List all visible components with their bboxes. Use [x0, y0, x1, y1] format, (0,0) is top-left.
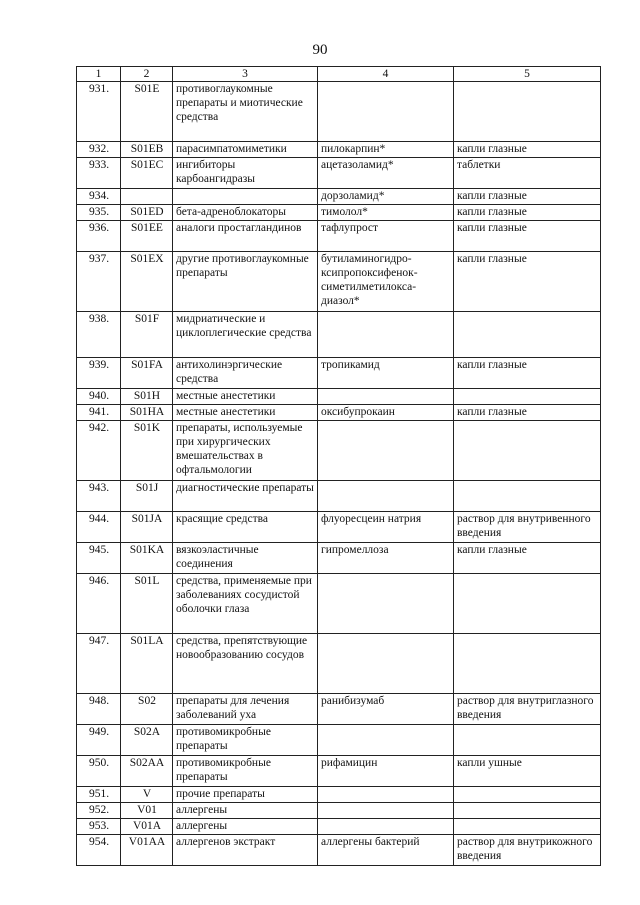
atc-code-cell: S01FA — [121, 358, 173, 389]
atc-code-cell: S01ED — [121, 205, 173, 221]
dosage-form-cell: капли глазные — [454, 142, 601, 158]
group-name-cell: противомикробные препараты — [173, 725, 318, 756]
dosage-form-cell: раствор для внутриглазного введения — [454, 694, 601, 725]
row-number-cell: 945. — [77, 543, 121, 574]
group-name-cell: другие противоглаукомные препараты — [173, 252, 318, 312]
drug-name-cell: тропикамид — [318, 358, 454, 389]
dosage-form-cell: таблетки — [454, 158, 601, 189]
drug-name-cell — [318, 389, 454, 405]
table-row — [77, 634, 601, 694]
dosage-form-cell: капли глазные — [454, 405, 601, 421]
drug-name-cell: ранибизумаб — [318, 694, 454, 725]
row-number-cell: 950. — [77, 756, 121, 787]
atc-code-cell: S02AA — [121, 756, 173, 787]
group-name-cell: аллергены — [173, 803, 318, 819]
atc-code-cell: V — [121, 787, 173, 803]
row-number-cell: 936. — [77, 221, 121, 252]
table-row — [77, 512, 601, 543]
atc-code-cell: S01EX — [121, 252, 173, 312]
dosage-form-cell — [454, 787, 601, 803]
drug-name-cell — [318, 787, 454, 803]
group-name-cell: аллергенов экстракт — [173, 835, 318, 866]
atc-code-cell: S01F — [121, 312, 173, 358]
dosage-form-cell — [454, 421, 601, 481]
group-name-cell: противомикробные препараты — [173, 756, 318, 787]
table-row — [77, 421, 601, 481]
group-name-cell: парасимпатомиметики — [173, 142, 318, 158]
row-number-cell: 942. — [77, 421, 121, 481]
group-name-cell: бета-адреноблокаторы — [173, 205, 318, 221]
drug-name-cell: гипромеллоза — [318, 543, 454, 574]
row-number-cell: 938. — [77, 312, 121, 358]
table-row — [77, 142, 601, 158]
dosage-form-cell: раствор для внутривенного введения — [454, 512, 601, 543]
dosage-form-cell — [454, 574, 601, 634]
table-body — [77, 82, 601, 866]
atc-code-cell: S01HA — [121, 405, 173, 421]
table-row — [77, 543, 601, 574]
atc-code-cell: V01 — [121, 803, 173, 819]
row-number-cell: 951. — [77, 787, 121, 803]
table-row — [77, 82, 601, 142]
table-row — [77, 835, 601, 866]
group-name-cell: средства, препятствующие новообразованию сосудов — [173, 634, 318, 694]
table-row — [77, 389, 601, 405]
group-name-cell: прочие препараты — [173, 787, 318, 803]
drug-name-cell: аллергены бактерий — [318, 835, 454, 866]
drug-name-cell: бутиламиногидро-ксипропоксифенок-симетилметилокса-диазол* — [318, 252, 454, 312]
group-name-cell: средства, применяемые при заболеваниях сосудистой оболочки глаза — [173, 574, 318, 634]
dosage-form-cell — [454, 312, 601, 358]
drug-name-cell — [318, 819, 454, 835]
drug-name-cell: тафлупрост — [318, 221, 454, 252]
table-row — [77, 205, 601, 221]
drug-name-cell: тимолол* — [318, 205, 454, 221]
drug-classification-table — [76, 66, 601, 866]
row-number-cell: 937. — [77, 252, 121, 312]
row-number-cell: 931. — [77, 82, 121, 142]
table-row — [77, 694, 601, 725]
table-row — [77, 158, 601, 189]
atc-code-cell: S01LA — [121, 634, 173, 694]
dosage-form-cell — [454, 481, 601, 512]
row-number-cell: 940. — [77, 389, 121, 405]
column-header: 2 — [121, 67, 173, 82]
row-number-cell: 933. — [77, 158, 121, 189]
drug-name-cell — [318, 725, 454, 756]
column-header: 4 — [318, 67, 454, 82]
drug-name-cell: рифамицин — [318, 756, 454, 787]
table-row — [77, 725, 601, 756]
group-name-cell: мидриатические и циклоплегические средства — [173, 312, 318, 358]
drug-name-cell — [318, 481, 454, 512]
group-name-cell: противоглаукомные препараты и миотические средства — [173, 82, 318, 142]
table-row — [77, 221, 601, 252]
drug-name-cell: дорзоламид* — [318, 189, 454, 205]
atc-code-cell: S01J — [121, 481, 173, 512]
table-row — [77, 252, 601, 312]
row-number-cell: 946. — [77, 574, 121, 634]
group-name-cell: антихолинэргические средства — [173, 358, 318, 389]
table-header-row — [77, 67, 601, 82]
dosage-form-cell: капли глазные — [454, 205, 601, 221]
table-row — [77, 405, 601, 421]
table-row — [77, 756, 601, 787]
drug-name-cell — [318, 574, 454, 634]
row-number-cell: 949. — [77, 725, 121, 756]
table-row — [77, 481, 601, 512]
dosage-form-cell — [454, 389, 601, 405]
table-row — [77, 358, 601, 389]
group-name-cell — [173, 189, 318, 205]
dosage-form-cell: раствор для внутрикожного введения — [454, 835, 601, 866]
atc-code-cell: S01KA — [121, 543, 173, 574]
row-number-cell: 948. — [77, 694, 121, 725]
drug-name-cell — [318, 421, 454, 481]
table-row — [77, 189, 601, 205]
atc-code-cell: S01JA — [121, 512, 173, 543]
drug-name-cell: оксибупрокаин — [318, 405, 454, 421]
row-number-cell: 932. — [77, 142, 121, 158]
group-name-cell: местные анестетики — [173, 405, 318, 421]
column-header: 5 — [454, 67, 601, 82]
drug-name-cell: флуоресцеин натрия — [318, 512, 454, 543]
drug-name-cell — [318, 634, 454, 694]
drug-name-cell: ацетазоламид* — [318, 158, 454, 189]
dosage-form-cell — [454, 634, 601, 694]
row-number-cell: 935. — [77, 205, 121, 221]
table-row — [77, 312, 601, 358]
atc-code-cell — [121, 189, 173, 205]
dosage-form-cell — [454, 82, 601, 142]
atc-code-cell: S01E — [121, 82, 173, 142]
dosage-form-cell — [454, 725, 601, 756]
table-row — [77, 574, 601, 634]
drug-name-cell — [318, 312, 454, 358]
group-name-cell: аллергены — [173, 819, 318, 835]
row-number-cell: 954. — [77, 835, 121, 866]
group-name-cell: препараты для лечения заболеваний уха — [173, 694, 318, 725]
row-number-cell: 934. — [77, 189, 121, 205]
dosage-form-cell: капли глазные — [454, 252, 601, 312]
atc-code-cell: V01A — [121, 819, 173, 835]
page-number: 90 — [312, 42, 328, 58]
row-number-cell: 941. — [77, 405, 121, 421]
column-header: 1 — [77, 67, 121, 82]
row-number-cell: 944. — [77, 512, 121, 543]
atc-code-cell: S02A — [121, 725, 173, 756]
group-name-cell: аналоги простагландинов — [173, 221, 318, 252]
row-number-cell: 953. — [77, 819, 121, 835]
atc-code-cell: S01EE — [121, 221, 173, 252]
dosage-form-cell — [454, 803, 601, 819]
group-name-cell: ингибиторы карбоангидразы — [173, 158, 318, 189]
row-number-cell: 952. — [77, 803, 121, 819]
atc-code-cell: V01AA — [121, 835, 173, 866]
dosage-form-cell: капли глазные — [454, 543, 601, 574]
group-name-cell: диагностические препараты — [173, 481, 318, 512]
drug-name-cell — [318, 803, 454, 819]
table-row — [77, 803, 601, 819]
dosage-form-cell: капли глазные — [454, 358, 601, 389]
atc-code-cell: S01EC — [121, 158, 173, 189]
row-number-cell: 943. — [77, 481, 121, 512]
group-name-cell: местные анестетики — [173, 389, 318, 405]
dosage-form-cell: капли ушные — [454, 756, 601, 787]
atc-code-cell: S02 — [121, 694, 173, 725]
atc-code-cell: S01H — [121, 389, 173, 405]
column-header: 3 — [173, 67, 318, 82]
row-number-cell: 939. — [77, 358, 121, 389]
table-row — [77, 819, 601, 835]
dosage-form-cell — [454, 819, 601, 835]
atc-code-cell: S01K — [121, 421, 173, 481]
table-row — [77, 787, 601, 803]
group-name-cell: красящие средства — [173, 512, 318, 543]
group-name-cell: вязкоэластичные соединения — [173, 543, 318, 574]
atc-code-cell: S01L — [121, 574, 173, 634]
drug-name-cell — [318, 82, 454, 142]
atc-code-cell: S01EB — [121, 142, 173, 158]
group-name-cell: препараты, используемые при хирургических вмешательствах в офтальмологии — [173, 421, 318, 481]
dosage-form-cell: капли глазные — [454, 189, 601, 205]
dosage-form-cell: капли глазные — [454, 221, 601, 252]
row-number-cell: 947. — [77, 634, 121, 694]
drug-name-cell: пилокарпин* — [318, 142, 454, 158]
